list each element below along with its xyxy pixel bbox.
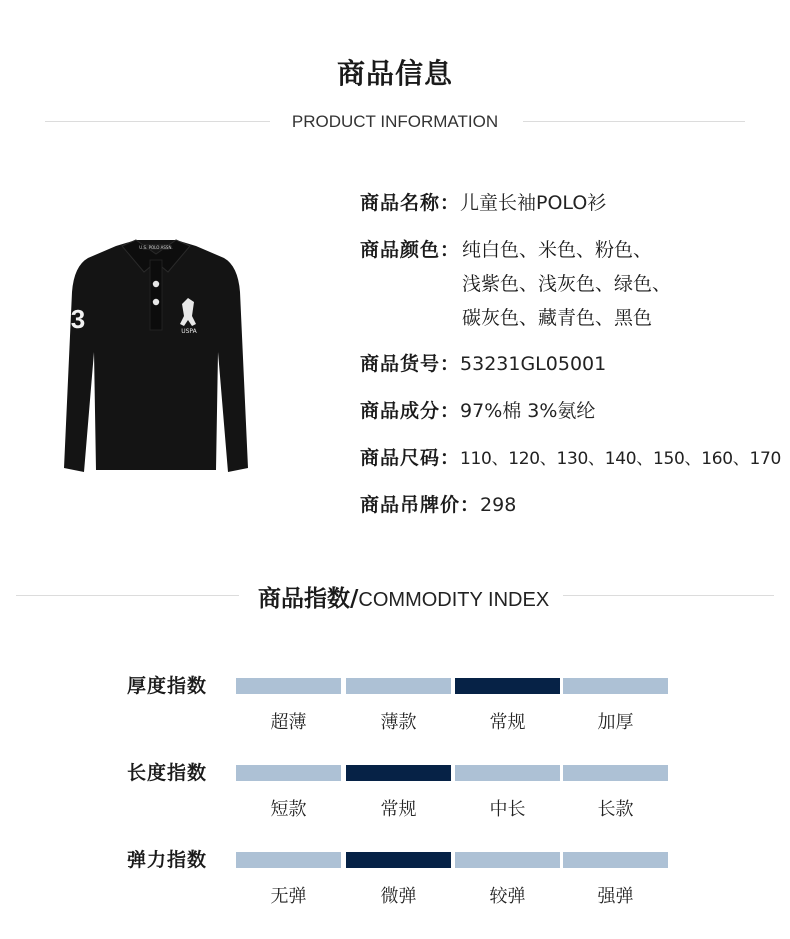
color-line: 浅紫色、浅灰色、绿色、 (462, 273, 672, 295)
scale-segment (236, 678, 341, 694)
metric-row (0, 675, 790, 745)
index-heading (0, 580, 790, 610)
divider-right (563, 595, 774, 596)
name-label: 商品名称： (360, 192, 461, 214)
price-label: 商品吊牌价： (360, 494, 481, 516)
color-label: 商品颜色： (360, 239, 461, 261)
name-value: 儿童长袖POLO衫 (460, 192, 607, 214)
scale-option-label: 常规 (489, 712, 526, 733)
scale-option-label: 较弹 (489, 886, 526, 907)
index-title-cn: 商品指数/ (258, 586, 359, 612)
scale-segment-selected (455, 678, 560, 694)
scale-segment (236, 765, 341, 781)
scale-segment (346, 678, 451, 694)
scale-option-label: 加厚 (597, 712, 634, 733)
scale-segment-selected (346, 852, 451, 868)
collar-tag: U.S. POLO ASSN. (139, 245, 173, 250)
price-row (360, 488, 516, 522)
color-line: 纯白色、米色、粉色、 (462, 239, 653, 261)
scale-segment (563, 678, 668, 694)
scale-option-label: 无弹 (270, 886, 307, 907)
scale-option-label: 微弹 (380, 886, 417, 907)
price-value: 298 (480, 494, 517, 516)
scale-segment (236, 852, 341, 868)
index-title (258, 580, 549, 613)
scale-option-label: 长款 (597, 799, 634, 820)
scale-option-label: 常规 (380, 799, 417, 820)
material-row (360, 394, 595, 428)
scale-segment-selected (346, 765, 451, 781)
product-image (58, 232, 254, 478)
divider-right (523, 121, 745, 122)
metric-row (0, 849, 790, 919)
size-label: 商品尺码： (360, 447, 461, 469)
sku-row (360, 347, 606, 381)
scale-option-label: 中长 (489, 799, 526, 820)
sku-value: 53231GL05001 (460, 353, 607, 375)
sleeve-number: 3 (70, 304, 86, 334)
page-subtitle: PRODUCT INFORMATION (291, 112, 499, 131)
svg-text:USPA: USPA (181, 328, 197, 335)
subtitle-row (0, 110, 790, 134)
index-title-en: COMMODITY INDEX (358, 589, 550, 611)
material-value: 97%棉 3%氨纶 (460, 400, 596, 422)
scale-segment (563, 852, 668, 868)
color-row (360, 233, 672, 329)
sku-label: 商品货号： (360, 353, 461, 375)
color-line: 碳灰色、藏青色、黑色 (462, 307, 653, 329)
scale-segment (455, 765, 560, 781)
scale-option-label: 薄款 (380, 712, 417, 733)
metric-label: 厚度指数 (127, 675, 208, 697)
scale-option-label: 强弹 (597, 886, 634, 907)
size-row (360, 441, 781, 476)
metric-row (0, 762, 790, 832)
page-title: 商品信息 (336, 57, 453, 90)
name-row (360, 186, 606, 220)
metric-label: 弹力指数 (127, 849, 208, 871)
divider-left (16, 595, 239, 596)
scale-segment (455, 852, 560, 868)
polo-shirt-icon (58, 232, 254, 478)
scale-option-label: 超薄 (270, 712, 307, 733)
scale-segment (563, 765, 668, 781)
metric-label: 长度指数 (127, 762, 208, 784)
size-value: 110、120、130、140、150、160、170 (460, 449, 782, 469)
scale-option-label: 短款 (270, 799, 307, 820)
material-label: 商品成分： (360, 400, 461, 422)
color-values (462, 233, 671, 335)
